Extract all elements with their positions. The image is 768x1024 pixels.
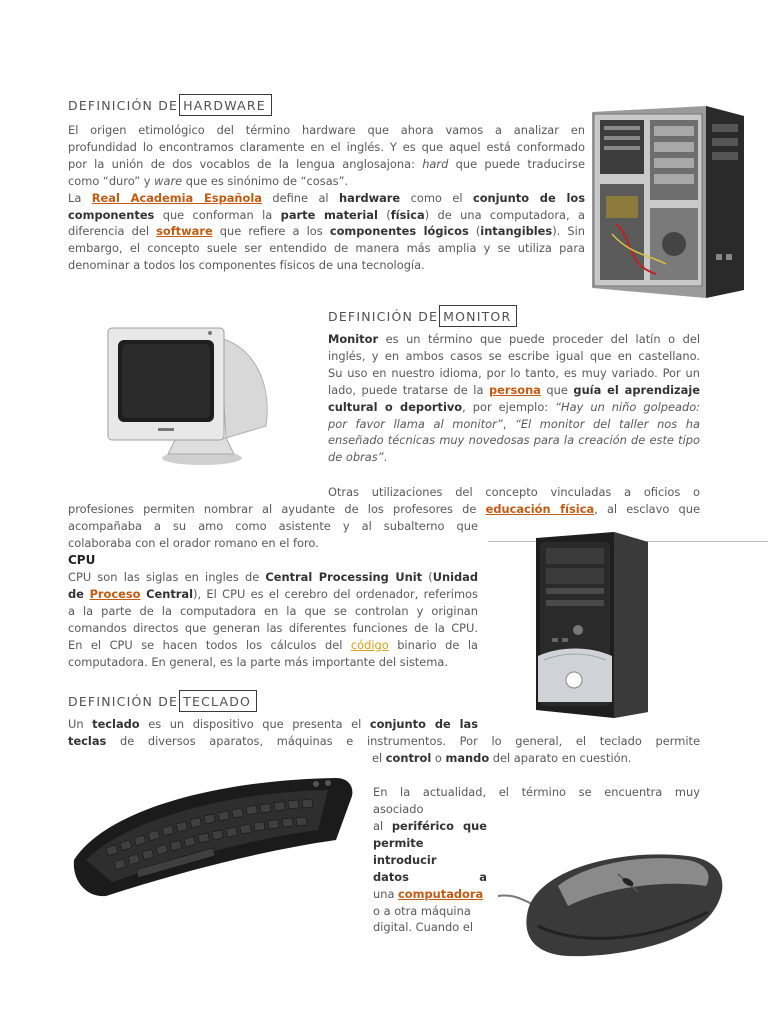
mouse-image [498,846,730,960]
link-codigo[interactable]: código [350,637,389,652]
heading-hardware [68,94,272,116]
link-persona[interactable]: persona [488,382,541,397]
heading-word-box: TECLADO [179,690,257,712]
heading-prefix: DEFINICIÓN DE [68,98,179,113]
teclado-paragraph-1c: el control o mando del aparato en cuestión. [372,751,632,765]
link-software[interactable]: software [156,224,213,239]
teclado-paragraph-1b: teclas de diversos aparatos, máquinas e instrumentos. Por lo general, el teclado permite [68,734,700,748]
monitor-paragraph-2: Otras utilizaciones del concepto vinculadas a oficios o [328,485,700,499]
heading-word-box: HARDWARE [179,94,272,116]
monitor-paragraph-2b: profesiones permiten nombrar al ayudante de los profesores de educación física, al esclavo que [68,502,700,516]
heading-word-box: MONITOR [439,305,517,327]
monitor-paragraph: Monitor es un término que puede proceder del latín o del inglés, y en ambos casos se escribe igual que en castellano. Su uso en nuestro idioma, por lo tanto, es muy variado. Por un lado, puede tratarse de la persona que guía el aprendizaje cultural o deportivo, por ejemplo: “Hay un niño golpeado: por favor llama al monitor”, “El monitor del taller nos ha enseñado técnicas muy novedosas para la creación de este tipo de obras”. [328,332,700,465]
teclado-paragraph-1: Un teclado es un dispositivo que presenta el conjunto de las [68,717,478,731]
heading-monitor [328,305,517,327]
cpu-paragraph: CPU son las siglas en ingles de Central Processing Unit (Unidad de Proceso Central), El CPU es el cerebro del ordenador, referimos a la parte de la computadora en la que se controlan y originan comandos directos que generan las diferentes funciones de la CPU. En el CPU se hacen todos los cálculos del código binario de la computadora. En general, es la parte más importante del sistema. [68,570,478,669]
teclado-paragraph-3: al periférico que permite introducir datos a una computadora o a otra máquina digital. Cuando el [373,819,487,935]
pc-tower-open-image [586,104,748,300]
hardware-paragraph: El origen etimológico del término hardware que ahora vamos a analizar en profundidad lo encontramos claramente en el inglés. Y es que aquel está conformado por la unión de dos vocablos de la lengua anglosajona: hard que puede traducirse como “duro” y ware que es sinónimo de “cosas”. La Real Academia Española define al hardware como el conjunto de los componentes que conforman la parte material (física) de una computadora, a diferencia del software que refiere a los componentes lógicos (intangibles). Sin embargo, el concepto suele ser entendido de manera más amplia y se utiliza para denominar a todos los componentes físicos de una tecnología. [68,123,585,273]
crt-monitor-image [106,326,272,468]
link-real-academia[interactable]: Real Academia Española [91,190,262,205]
cpu-title: CPU [68,553,96,567]
keyboard-image [66,770,356,900]
link-educacion-fisica[interactable]: educación física [485,502,595,516]
dell-tower-image [530,530,654,720]
teclado-paragraph-2: En la actualidad, el término se encuentra muy asociado [373,785,700,816]
monitor-paragraph-2c: acompañaba a su amo como asistente y al subalterno que colaboraba con el orador romano en el foro. [68,519,478,550]
heading-teclado [68,690,257,712]
link-computadora[interactable]: computadora [398,886,484,901]
link-proceso[interactable]: Proceso [89,586,141,601]
heading-prefix: DEFINICIÓN DE [68,694,179,709]
heading-prefix: DEFINICIÓN DE [328,309,439,324]
